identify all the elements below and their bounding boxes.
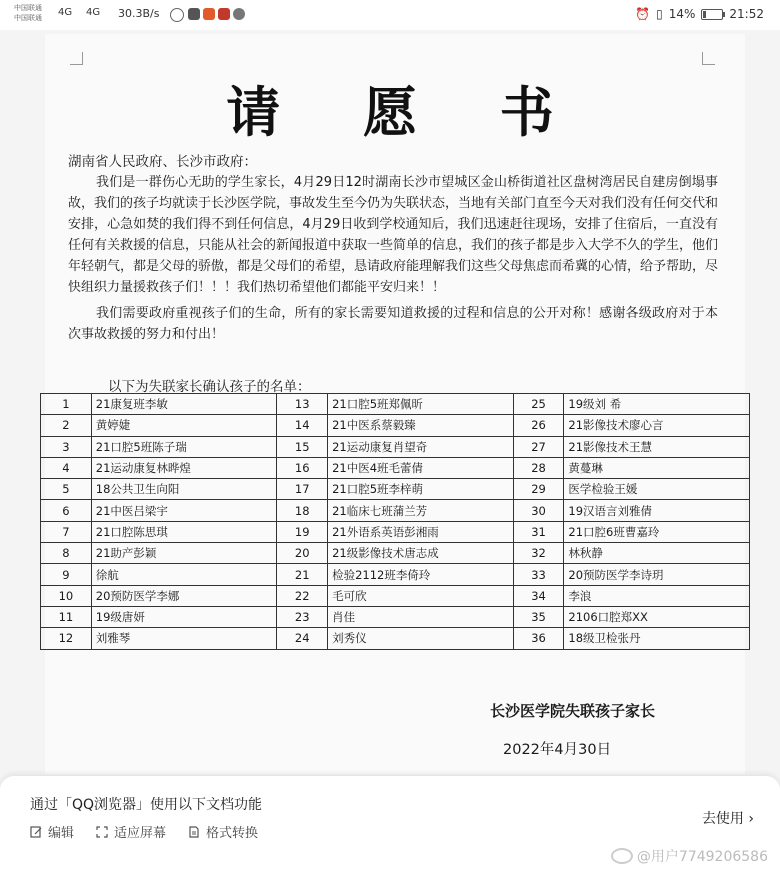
app-icon <box>188 8 200 20</box>
row-number: 5 <box>41 479 92 500</box>
convert-action[interactable] <box>188 822 258 841</box>
watermark-text: @用户7749206586 <box>636 849 768 865</box>
fit-screen-icon <box>96 826 108 838</box>
signal-4g-1: 4G <box>58 7 73 18</box>
orange-app-icon <box>203 8 215 20</box>
student-name: 19汉语言刘雅倩 <box>564 500 750 521</box>
row-number: 32 <box>513 543 564 564</box>
student-name: 18公共卫生向阳 <box>91 479 277 500</box>
row-number: 15 <box>277 436 328 457</box>
student-name: 21口腔5班郑佩昕 <box>328 394 514 415</box>
student-name: 李浪 <box>564 585 750 606</box>
row-number: 23 <box>277 606 328 627</box>
signal-4g-2: 4G <box>86 7 101 18</box>
page-corner-mark <box>702 52 715 65</box>
student-name: 21影像技术王慧 <box>564 436 750 457</box>
row-number: 36 <box>513 628 564 649</box>
student-name: 20预防医学李娜 <box>91 585 277 606</box>
row-number: 4 <box>41 457 92 478</box>
weibo-watermark <box>611 846 768 866</box>
row-number: 20 <box>277 543 328 564</box>
notification-icon <box>170 8 184 22</box>
table-row <box>41 394 750 415</box>
student-name: 林秋静 <box>564 543 750 564</box>
use-button[interactable] <box>702 808 754 828</box>
table-row <box>41 479 750 500</box>
fit-screen-action[interactable] <box>96 822 166 841</box>
row-number: 22 <box>277 585 328 606</box>
table-row <box>41 500 750 521</box>
battery-icon <box>701 9 723 20</box>
edit-action[interactable] <box>30 822 74 841</box>
student-name: 21口腔6班曹嘉玲 <box>564 521 750 542</box>
student-name: 18级卫检张丹 <box>564 628 750 649</box>
row-number: 3 <box>41 436 92 457</box>
row-number: 27 <box>513 436 564 457</box>
document-body <box>68 172 718 345</box>
row-number: 35 <box>513 606 564 627</box>
row-number: 26 <box>513 415 564 436</box>
sheet-actions <box>30 822 258 841</box>
row-number: 29 <box>513 479 564 500</box>
row-number: 6 <box>41 500 92 521</box>
convert-label: 格式转换 <box>206 826 259 841</box>
addressee: 湖南省人民政府、长沙市政府： <box>68 154 257 170</box>
row-number: 31 <box>513 521 564 542</box>
row-number: 8 <box>41 543 92 564</box>
student-name: 21康复班李敏 <box>91 394 277 415</box>
table-row <box>41 564 750 585</box>
row-number: 30 <box>513 500 564 521</box>
row-number: 34 <box>513 585 564 606</box>
red-app-icon <box>218 8 230 20</box>
row-number: 7 <box>41 521 92 542</box>
edit-icon <box>30 826 42 838</box>
row-number: 14 <box>277 415 328 436</box>
table-row <box>41 606 750 627</box>
row-number: 24 <box>277 628 328 649</box>
row-number: 28 <box>513 457 564 478</box>
student-name: 21级影像技术唐志成 <box>328 543 514 564</box>
student-name: 21运动康复林晔煌 <box>91 457 277 478</box>
net-speed: 30.3B/s <box>118 7 160 20</box>
row-number: 2 <box>41 415 92 436</box>
fit-screen-label: 适应屏幕 <box>114 826 167 841</box>
sign-date: 2022年4月30日 <box>503 742 612 758</box>
qq-browser-bottom-sheet <box>0 776 780 878</box>
student-name: 19级唐妍 <box>91 606 277 627</box>
row-number: 19 <box>277 521 328 542</box>
student-name: 医学检验王媛 <box>564 479 750 500</box>
list-intro: 以下为失联家长确认孩子的名单： <box>108 379 311 395</box>
carrier-2: 中国联通 <box>14 14 42 22</box>
weibo-logo-icon <box>611 848 633 864</box>
missing-students-table <box>40 393 750 650</box>
student-name: 2106口腔郑XX <box>564 606 750 627</box>
table-row <box>41 415 750 436</box>
row-number: 13 <box>277 394 328 415</box>
row-number: 9 <box>41 564 92 585</box>
paragraph: 我们需要政府重视孩子们的生命，所有的家长需要知道救援的过程和信息的公开对称！感谢各级政府对于本次事故救援的努力和付出！ <box>68 306 718 342</box>
row-number: 25 <box>513 394 564 415</box>
student-name: 肖佳 <box>328 606 514 627</box>
table-row <box>41 436 750 457</box>
use-button-label: 去使用 <box>701 811 744 827</box>
row-number: 11 <box>41 606 92 627</box>
edit-label: 编辑 <box>48 826 75 841</box>
status-right <box>635 7 764 21</box>
row-number: 10 <box>41 585 92 606</box>
student-name: 21口腔陈思琪 <box>91 521 277 542</box>
row-number: 18 <box>277 500 328 521</box>
alarm-icon: ⏰ <box>635 7 651 21</box>
carrier-1: 中国联通 <box>14 4 42 12</box>
student-name: 20预防医学李诗玥 <box>564 564 750 585</box>
row-number: 21 <box>277 564 328 585</box>
table-row <box>41 521 750 542</box>
status-bar <box>0 0 780 30</box>
row-number: 17 <box>277 479 328 500</box>
paragraph: 我们是一群伤心无助的学生家长，4月29日12时湖南长沙市望城区金山桥街道社区盘树湾居民自建房倒塌事故，我们的孩子均就读于长沙医学院，事故发生至今仍为失联状态，当地有关部门直至今天对我们没有任何交代和安排，心急如焚的我们得不到任何信息，4月29日收到学校通知后，我们迅速赶往现场，安排了住宿后，一直没有任何有关救援的信息，只能从社会的新闻报道中获取一些简单的信息，我们的孩子都是步入大学不久的学生，他们年轻朝气，都是父母的骄傲，都是父母们的希望，恳请政府能理解我们这些父母焦虑而希冀的心情，给予帮助，尽快组织力量援救孩子们！！！我们热切希望他们都能平安归来！！ <box>68 175 719 295</box>
clock: 21:52 <box>729 7 764 21</box>
student-name: 21口腔5班李梓萌 <box>328 479 514 500</box>
document-title: 请 愿 书 <box>226 80 586 144</box>
row-number: 1 <box>41 394 92 415</box>
chevron-right-icon: › <box>748 811 754 827</box>
student-name: 21影像技术廖心言 <box>564 415 750 436</box>
table-row <box>41 457 750 478</box>
student-name: 21中医系蔡毅臻 <box>328 415 514 436</box>
student-name: 21助产彭颖 <box>91 543 277 564</box>
student-name: 21临床七班蒲兰芳 <box>328 500 514 521</box>
page-corner-mark <box>70 52 83 65</box>
table-row <box>41 543 750 564</box>
student-name: 刘秀仪 <box>328 628 514 649</box>
signer: 长沙医学院失联孩子家长 <box>490 702 656 720</box>
table-row <box>41 628 750 649</box>
carrier-labels <box>14 3 42 23</box>
student-name: 21外语系英语彭湘雨 <box>328 521 514 542</box>
student-name: 21口腔5班陈子瑞 <box>91 436 277 457</box>
student-name: 21运动康复肖望奇 <box>328 436 514 457</box>
student-name: 黄蔓琳 <box>564 457 750 478</box>
student-name: 21中医4班毛蕾倩 <box>328 457 514 478</box>
sheet-title: 通过「QQ浏览器」使用以下文档功能 <box>30 797 263 813</box>
vibrate-icon: ▯ <box>656 7 663 21</box>
student-name: 19级刘 希 <box>564 394 750 415</box>
pet-app-icon <box>233 8 245 20</box>
row-number: 33 <box>513 564 564 585</box>
convert-icon <box>188 826 200 838</box>
student-name: 21中医吕梁宇 <box>91 500 277 521</box>
student-name: 徐航 <box>91 564 277 585</box>
student-name: 黄婷婕 <box>91 415 277 436</box>
student-name: 毛可欣 <box>328 585 514 606</box>
battery-percent: 14% <box>668 7 696 21</box>
table-row <box>41 585 750 606</box>
row-number: 12 <box>41 628 92 649</box>
student-name: 刘雅琴 <box>91 628 277 649</box>
row-number: 16 <box>277 457 328 478</box>
student-name: 检验2112班李倚玲 <box>328 564 514 585</box>
